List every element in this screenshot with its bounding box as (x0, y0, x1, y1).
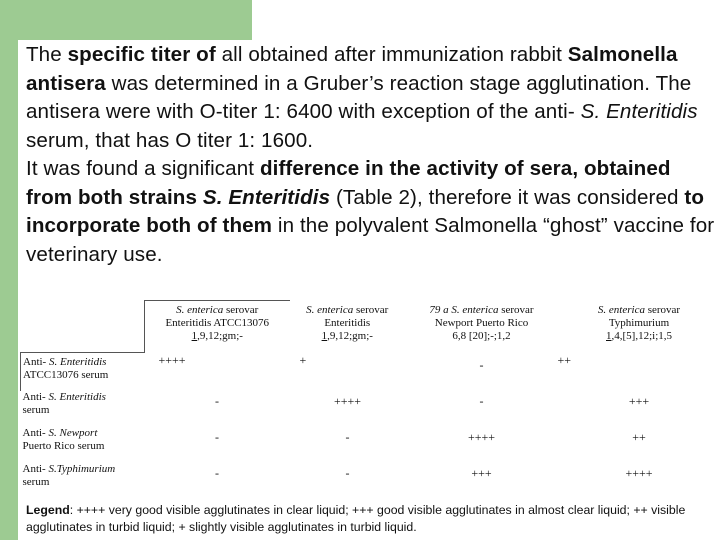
table-row (21, 353, 720, 391)
table-cell: - (479, 393, 484, 408)
legend-label: Legend (26, 503, 70, 517)
row-header: Anti- S. Newport Puerto Rico serum (22, 426, 105, 452)
text-run: in the polyvalent Salmonella “ghost” vaccine for veterinary use. (26, 214, 715, 266)
table-cell: - (215, 429, 219, 444)
text-run: (Table 2), therefore it was considered (330, 185, 685, 209)
text-run: all obtained after immunization rabbit (215, 43, 568, 66)
emphasis-text: Salmonella antisera (26, 43, 678, 95)
corner-cell (21, 301, 145, 353)
table-cell: +++ (628, 393, 650, 408)
species-name: S. Enteritidis (202, 185, 331, 209)
table-cell: - (215, 393, 219, 408)
accent-strip (0, 0, 18, 540)
table-header-row (21, 301, 720, 353)
text-run: serum, that has O titer 1: 1600. (26, 128, 314, 152)
table-cell: ++++ (333, 393, 362, 408)
column-header: S. enterica serovar Typhimurium 1,4,[5],12;i;1,5 (597, 303, 681, 342)
table-cell: - (215, 465, 219, 480)
row-header: Anti- S. Enteritidis ATCC13076 serum (21, 353, 145, 391)
accent-block (0, 0, 252, 40)
text-run: It was found a significant (26, 157, 260, 180)
text-run: was determined in a Gruber’s reaction stage agglutination. The antisera were with O-titer 1: 6400 with exception of the anti- (26, 71, 692, 123)
body-paragraph (26, 41, 716, 269)
table-cell: ++++ (158, 352, 186, 367)
table-cell: - (479, 357, 484, 372)
table-row (21, 427, 720, 463)
legend-text: : ++++ very good visible agglutinates in clear liquid; +++ good visible agglutinates in almost clear liquid; ++ visible agglutinates in turbid liquid; + slightly visible agglutinates in turbid liquid. (26, 503, 686, 534)
row-header: Anti- S.Typhimurium serum (22, 462, 116, 488)
species-name: S. Enteritidis (580, 100, 698, 123)
column-header: S. enterica serovar Enteritidis ATCC13076 1,9,12;gm;- (145, 301, 290, 353)
table-legend (26, 502, 716, 536)
row-header: Anti- S. Enteritidis serum (22, 390, 106, 416)
column-header: S. enterica serovar Enteritidis 1,9,12;gm;- (306, 303, 389, 342)
table-cell: +++ (471, 465, 492, 480)
column-header: 79 a S. enterica serovar Newport Puerto Rico 6,8 [20];-;1,2 (429, 303, 534, 342)
table-cell: ++++ (467, 429, 496, 444)
emphasis-text: difference in the activity of sera, obtained from both strains (26, 157, 671, 209)
table-cell: ++ (557, 352, 572, 367)
agglutination-table (20, 300, 720, 499)
table-cell: - (345, 429, 350, 444)
table-row (21, 391, 720, 427)
table-cell: ++ (632, 429, 646, 444)
table-row (21, 463, 720, 499)
table-cell: ++++ (625, 465, 653, 480)
emphasis-text: specific titer of (67, 43, 216, 66)
table-cell: + (299, 352, 307, 367)
text-run: The (26, 43, 68, 66)
emphasis-text: to incorporate both of them (26, 185, 705, 237)
table-cell: - (345, 465, 350, 480)
